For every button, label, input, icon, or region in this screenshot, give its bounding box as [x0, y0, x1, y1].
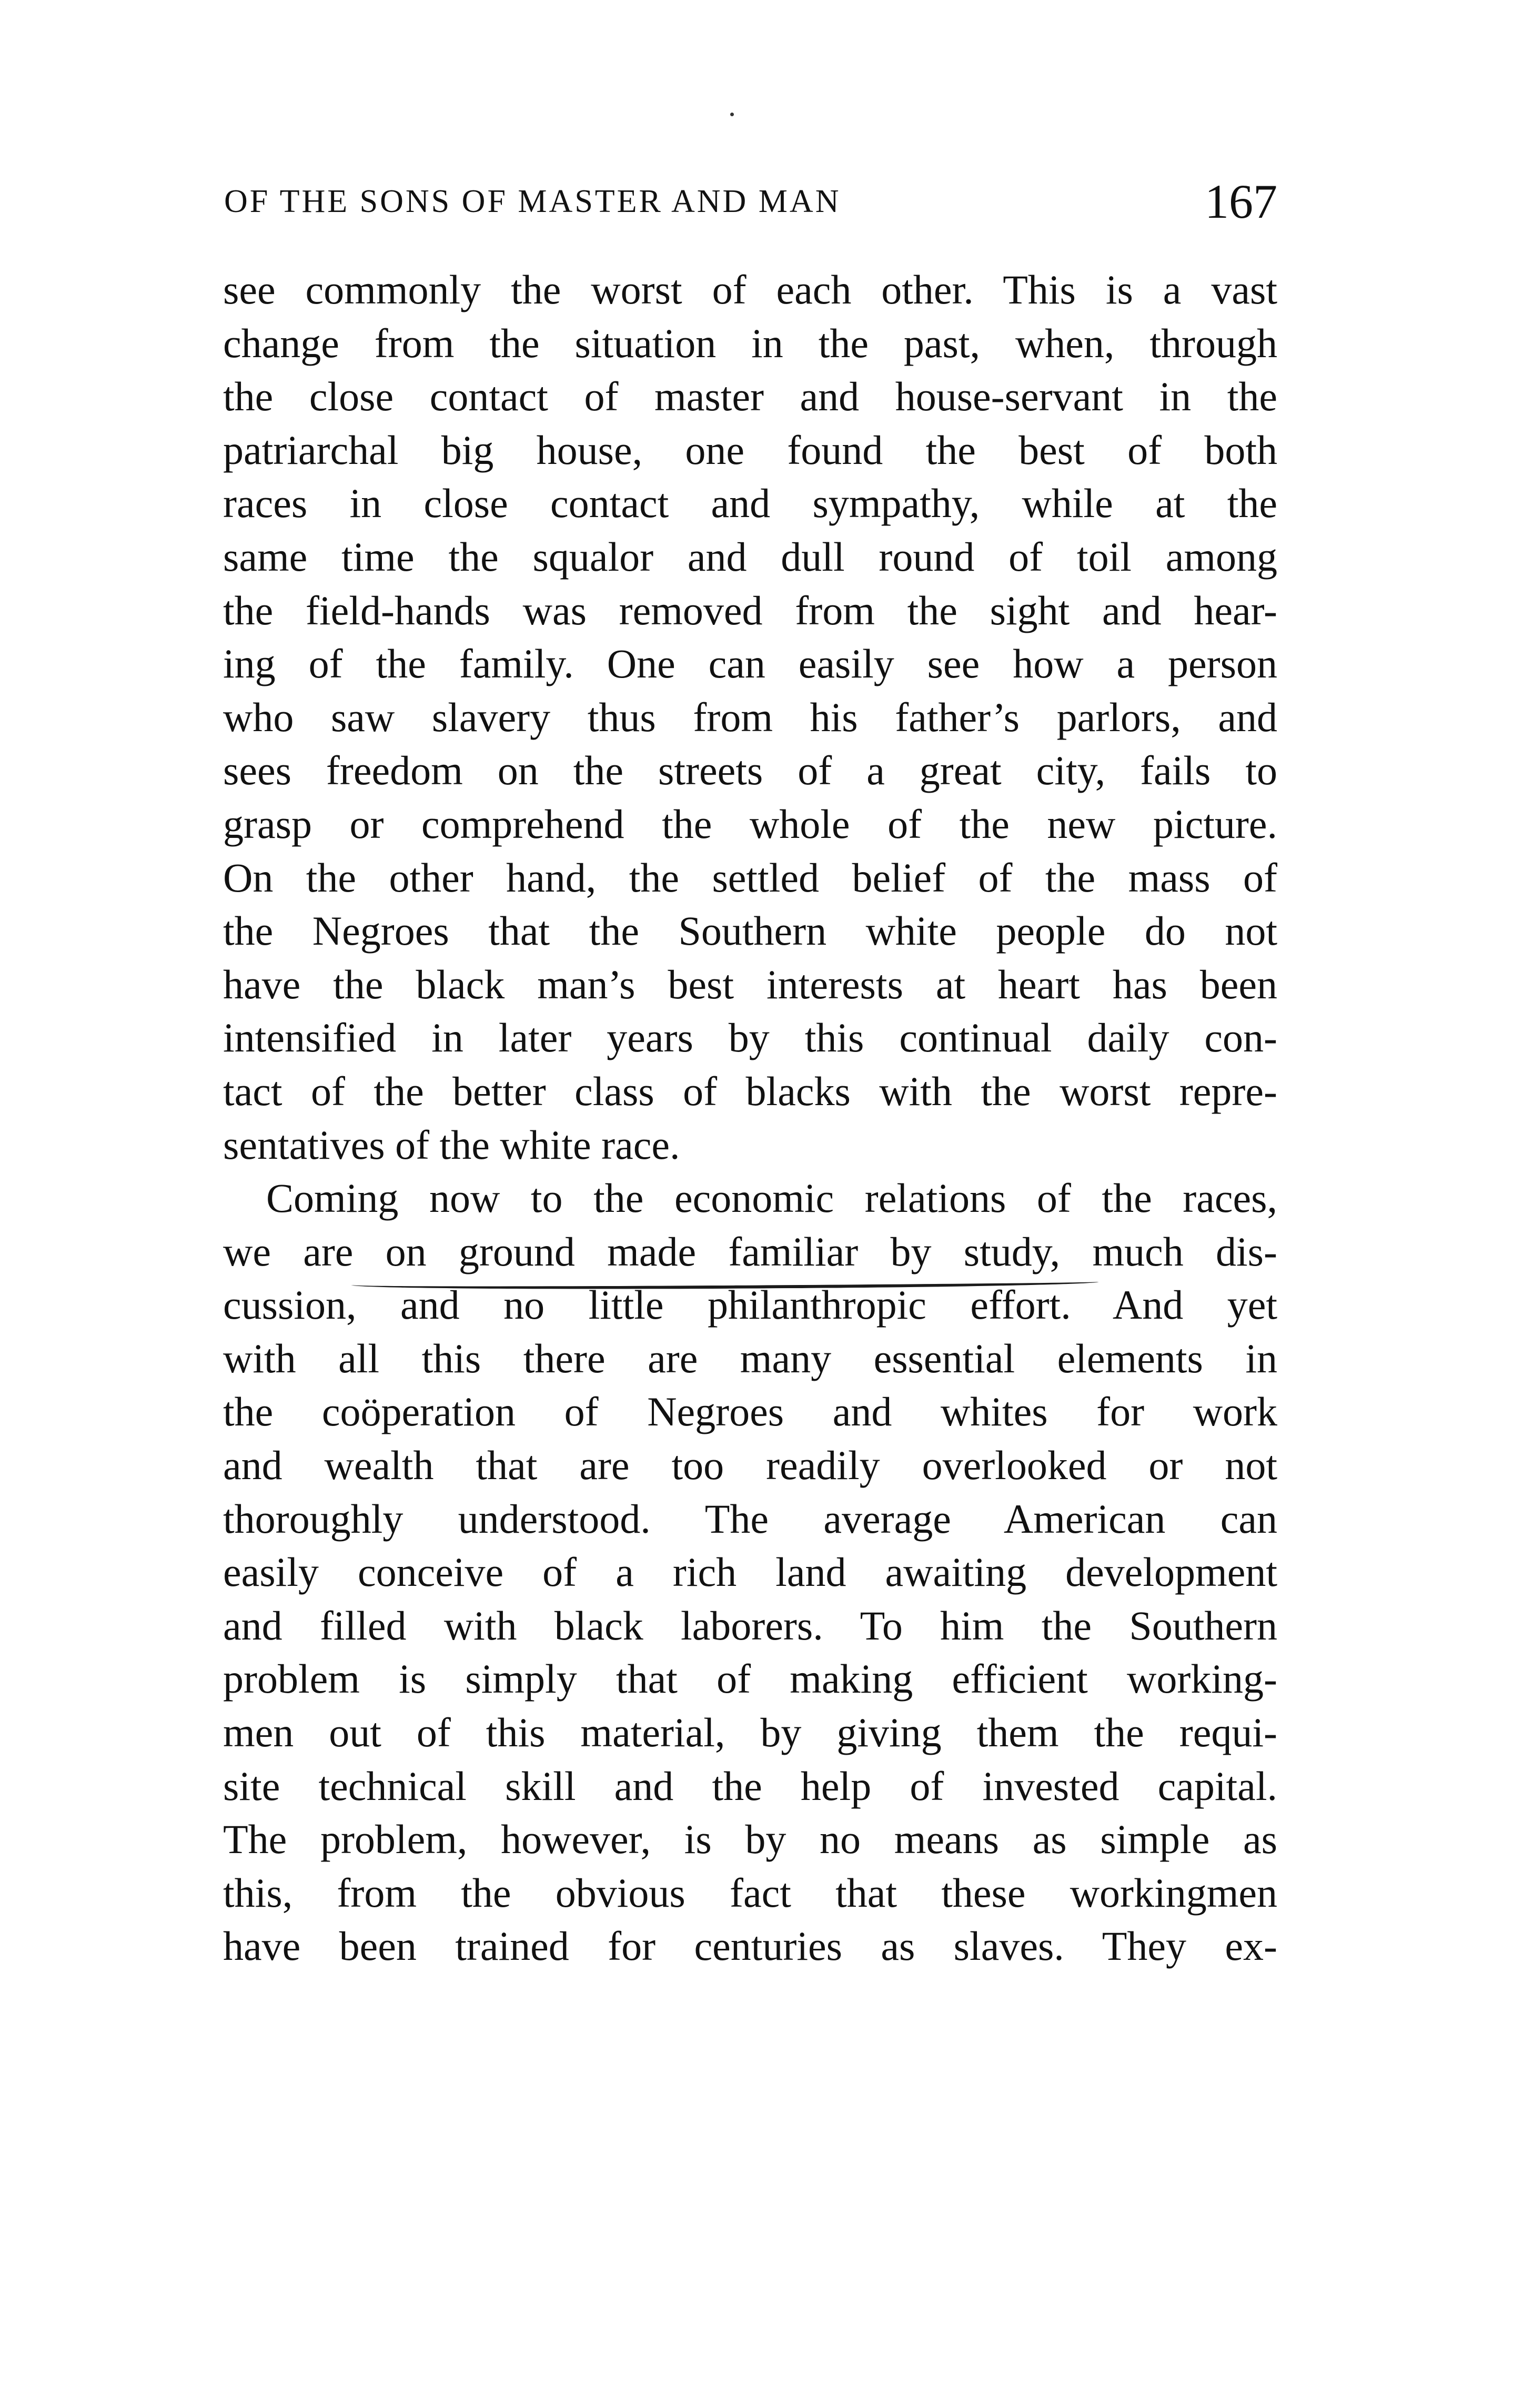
- text-line: have the black man’s best interests at heart has been: [223, 961, 1277, 1007]
- running-title: OF THE SONS OF MASTER AND MAN: [224, 184, 841, 219]
- ink-speck: [730, 113, 734, 116]
- text-line: men out of this material, by giving them the requi-: [223, 1709, 1277, 1756]
- text-line: have been trained for centuries as slaves. They ex-: [223, 1923, 1277, 1969]
- text-line: patriarchal big house, one found the best of both: [223, 427, 1277, 473]
- text-line: easily conceive of a rich land awaiting development: [223, 1549, 1277, 1595]
- text-line: grasp or comprehend the whole of the new picture.: [223, 801, 1277, 847]
- text-line: and filled with black laborers. To him the Southern: [223, 1602, 1277, 1648]
- text-line: with all this there are many essential elements in: [223, 1335, 1277, 1381]
- text-line: and wealth that are too readily overlooked or not: [223, 1442, 1277, 1489]
- text-line: The problem, however, is by no means as simple as: [223, 1816, 1277, 1863]
- body-text: [223, 263, 1277, 1973]
- text-line: problem is simply that of making efficient working-: [223, 1656, 1277, 1702]
- text-line: see commonly the worst of each other. This is a vast: [223, 267, 1277, 312]
- text-line: intensified in later years by this continual daily con-: [223, 1015, 1277, 1061]
- page-number: 167: [1205, 175, 1277, 228]
- text-line: who saw slavery thus from his father’s parlors, and: [223, 694, 1277, 740]
- text-line: cussion, and no little philanthropic effort. And yet: [223, 1282, 1277, 1328]
- text-line: tact of the better class of blacks with the worst repre-: [223, 1068, 1277, 1114]
- text-line: sees freedom on the streets of a great city, fails to: [223, 747, 1277, 794]
- text-line: Coming now to the economic relations of the races,: [266, 1175, 1277, 1221]
- text-line: the Negroes that the Southern white people do not: [223, 908, 1277, 954]
- text-line: the coöperation of Negroes and whites for work: [223, 1389, 1277, 1435]
- text-line: races in close contact and sympathy, while at the: [223, 480, 1277, 527]
- text-line: change from the situation in the past, when, through: [223, 320, 1277, 366]
- text-line: ing of the family. One can easily see how a person: [223, 641, 1277, 687]
- text-line: site technical skill and the help of invested capital.: [223, 1763, 1277, 1809]
- text-line: same time the squalor and dull round of toil among: [223, 533, 1277, 580]
- text-line: this, from the obvious fact that these workingmen: [223, 1869, 1277, 1916]
- text-line: thoroughly understood. The average American can: [223, 1495, 1277, 1542]
- text-line: On the other hand, the settled belief of the mass of: [223, 854, 1277, 901]
- text-line: sentatives of the white race.: [223, 1121, 680, 1168]
- text-line: the field-hands was removed from the sight and hear-: [223, 587, 1277, 633]
- text-line: we are on ground made familiar by study, much dis-: [223, 1228, 1277, 1274]
- running-head: [224, 174, 1277, 231]
- text-line: the close contact of master and house-servant in the: [223, 373, 1277, 420]
